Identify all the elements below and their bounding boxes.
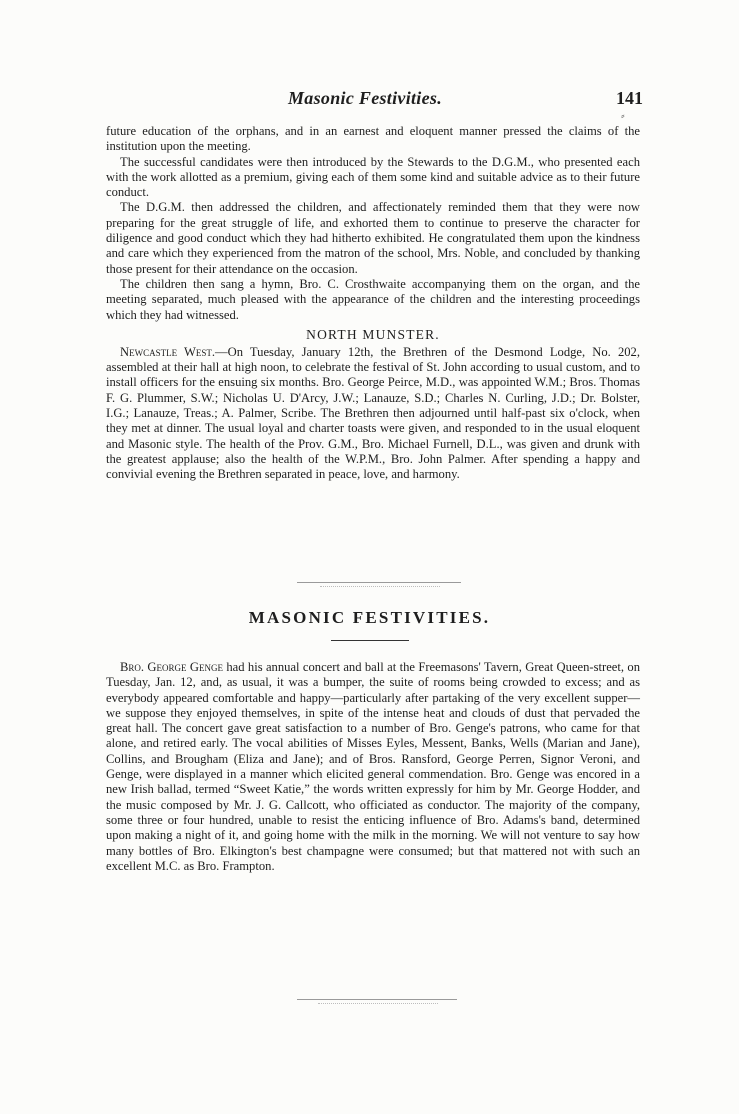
- page-number: 141: [616, 88, 643, 108]
- running-title: Masonic Festivities.: [288, 88, 442, 108]
- paragraph: The successful candidates were then introduced by the Stewards to the D.G.M., who presented each with the work allotted as a premium, giving each of them some kind and suitable advice as to their future conduct.: [106, 154, 640, 200]
- divider-rule: [318, 1003, 438, 1004]
- divider-rule: [297, 999, 457, 1000]
- running-head: [0, 88, 739, 122]
- paragraph: future education of the orphans, and in an earnest and eloquent manner pressed the claims of the institution upon the meeting.: [106, 124, 640, 154]
- paragraph-text: —On Tuesday, January 12th, the Brethren of the Desmond Lodge, No. 202, assembled at their hall at high noon, to celebrate the festival of St. John according to usual custom, and to install officers for the ensuing six months. Bro. George Peirce, M.D., was appointed W.M.; Bros. Thomas F. G. Plummer, S.W.; Nicholas U. D'Arcy, J.W.; Lanauze, S.D.; Charles N. Curling, J.D.; Dr. Bolster, I.G.; Lanauze, Treas.; A. Palmer, Scribe. The Brethren then adjourned until half-past six o'clock, when they met at dinner. The usual loyal and charter toasts were given, and responded to in the usual eloquent and Masonic style. The health of the Prov. G.M., Bro. Michael Furnell, D.L., was given and drunk with the greatest applause; also the health of the W.P.M., Bro. John Palmer. After spending a happy and convivial evening the Brethren separated in peace, love, and harmony.: [106, 344, 640, 482]
- print-mark: ⸗: [621, 110, 625, 122]
- section-orphan-meeting: [106, 124, 640, 483]
- paragraph: The D.G.M. then addressed the children, and affectionately reminded them that they were now preparing for the great struggle of life, and exhorted them to continue to preserve the character for diligence and good conduct which they had hitherto exhibited. He congratulated them upon the kindness and care which they experienced from the matron of the school, Mrs. Noble, and concluded by thanking those present for their attendance on the occasion.: [106, 200, 640, 276]
- lead-name: Bro. George Genge: [120, 660, 223, 674]
- section-masonic-festivities: [106, 660, 640, 874]
- divider-rule: [297, 582, 461, 583]
- article-title: MASONIC FESTIVITIES.: [248, 608, 491, 627]
- title-underline: [331, 640, 409, 641]
- paragraph: The children then sang a hymn, Bro. C. Crosthwaite accompanying them on the organ, and the meeting separated, much pleased with the appearance of the children and the interesting proceedings which they had witnessed.: [106, 276, 640, 322]
- paragraph-festivities: [106, 660, 640, 874]
- paragraph-text: had his annual concert and ball at the Freemasons' Tavern, Great Queen-street, on Tuesday, Jan. 12, and, as usual, it was a bumper, the suite of rooms being crowded to excess; and as everybody appeared comfortable and happy—particularly after partaking of the very excellent supper—we suppose they enjoyed themselves, in spite of the intense heat and clouds of dust that pervaded the great hall. The concert gave great satisfaction to a number of Bro. Genge's patrons, who came for that alone, and retired early. The vocal abilities of Misses Eyles, Messent, Banks, Wells (Marian and Jane), Collins, and Brougham (Eliza and Jane); and of Bros. Ransford, George Perren, Signor Veroni, and Genge, were displayed in a manner which elicited general commendation. Bro. Genge was encored in a new Irish ballad, termed “Sweet Katie,” the words written expressly for him by Mr. George Hodder, and the music composed by Mr. J. G. Callcott, who officiated as conductor. The majority of the company, some three or four hundred, unable to resist the enticing influence of Bro. Adams's band, determined upon making a night of it, and going home with the milk in the morning. We will not venture to say how many bottles of Bro. Elkington's best champagne were consumed; but that mattered not with such an excellent M.C. as Bro. Frampton.: [106, 660, 641, 873]
- dateline: Newcastle West.: [120, 344, 216, 359]
- paragraph-north-munster: [106, 345, 640, 483]
- section-heading-north-munster: NORTH MUNSTER.: [306, 326, 440, 342]
- divider-rule: [320, 586, 440, 587]
